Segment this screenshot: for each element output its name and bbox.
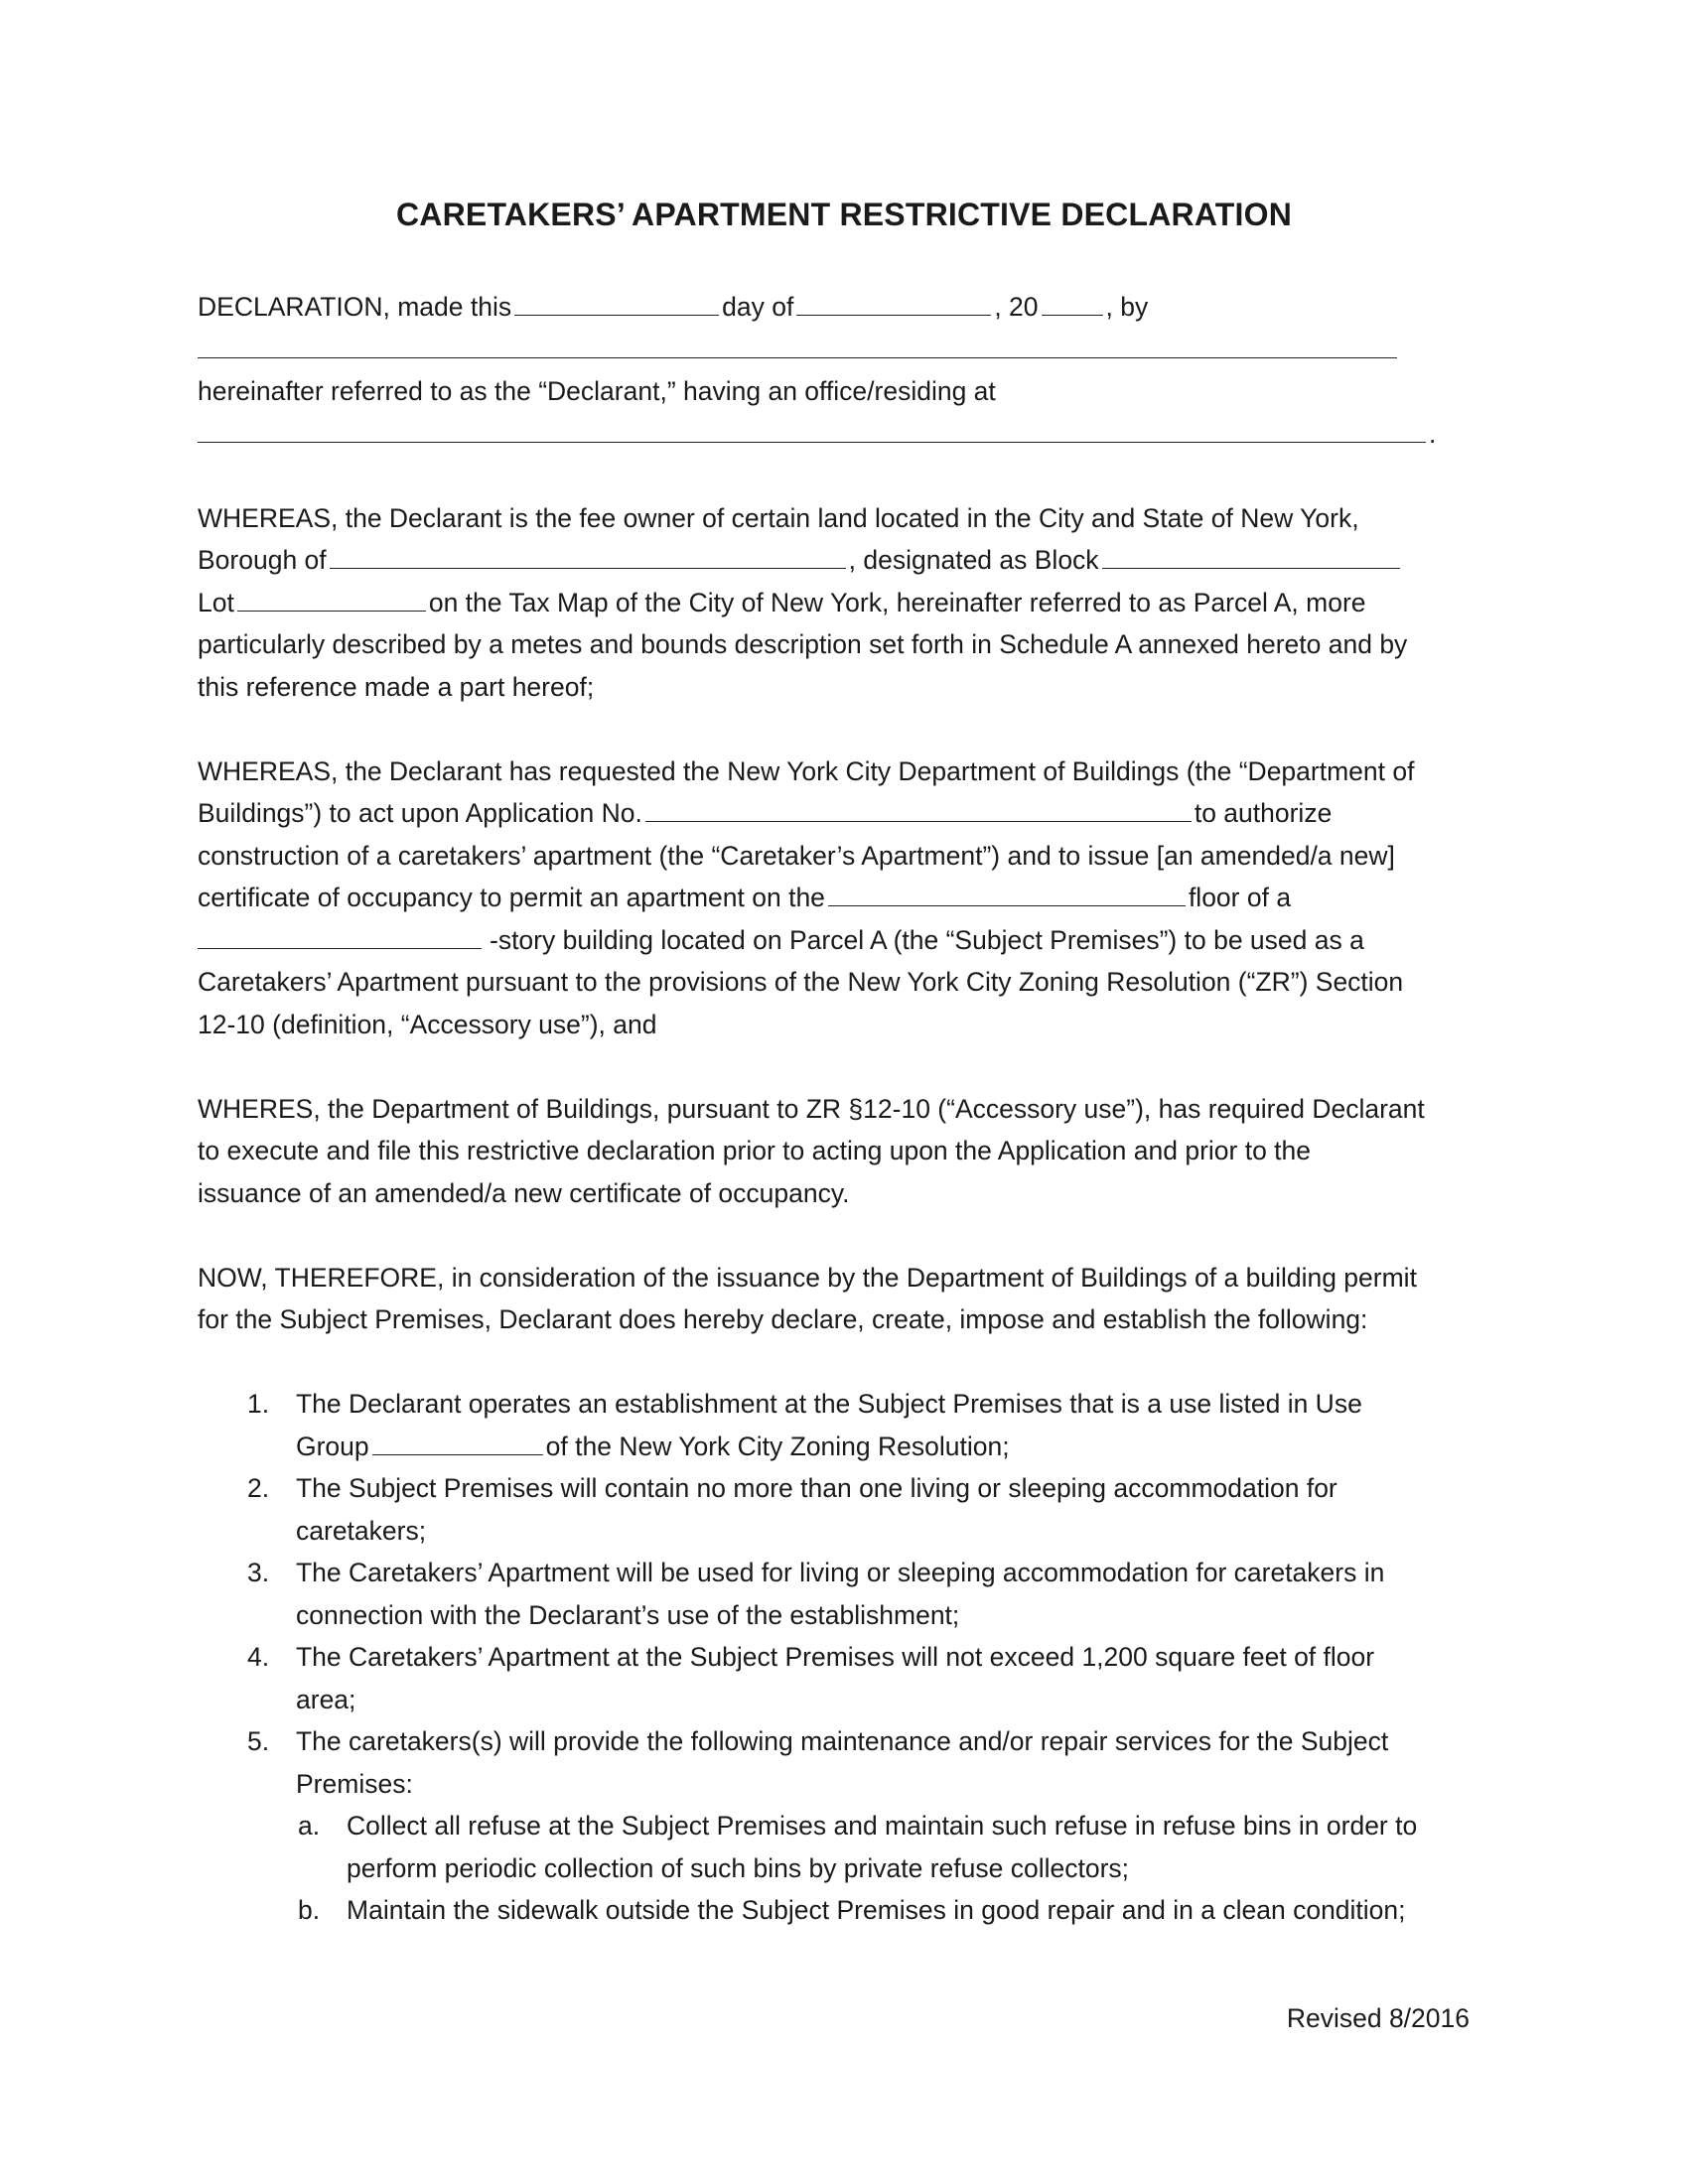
document-title: CARETAKERS’ APARTMENT RESTRICTIVE DECLARATION xyxy=(395,197,1293,232)
whereas1-line-5: this reference made a part hereof; xyxy=(198,671,595,702)
whereas2-line-4: certificate of occupancy to permit an apartment on the floor of a xyxy=(198,877,1488,919)
whereas3-line-3: issuance of an amended/a new certificate of occupancy. xyxy=(198,1177,850,1208)
year-blank[interactable] xyxy=(1042,287,1103,316)
list-item: 4. The Caretakers’ Apartment at the Subject Premises will not exceed 1,200 square feet of floor area; xyxy=(247,1642,1375,1714)
covenants-list xyxy=(198,1383,1488,1932)
sub-list-item: a. Collect all refuse at the Subject Premises and maintain such refuse in refuse bins in order to perform periodic collection of such bins by private refuse collectors; xyxy=(298,1811,1418,1883)
revision-footer: Revised 8/2016 xyxy=(1286,2003,1470,2033)
opening-line-1: DECLARATION, made this day of , 20 , by xyxy=(198,286,1488,329)
whereas1-line-4: particularly described by a metes and bounds description set forth in Schedule A annexed hereto and by xyxy=(198,629,1408,659)
whereas1-line-3: Lot on the Tax Map of the City of New York, hereinafter referred to as Parcel A, more xyxy=(198,582,1488,624)
list-item: 2. The Subject Premises will contain no more than one living or sleeping accommodation for caretakers; xyxy=(247,1473,1337,1546)
whereas3-line-1: WHERES, the Department of Buildings, pursuant to ZR §12-10 (“Accessory use”), has required Declarant xyxy=(198,1093,1425,1124)
block-blank[interactable] xyxy=(1102,540,1400,569)
day-blank[interactable] xyxy=(514,287,719,316)
sub-list-item: b. Maintain the sidewalk outside the Subject Premises in good repair and in a clean condition; xyxy=(298,1895,1406,1925)
declarant-name-blank[interactable] xyxy=(198,330,1397,358)
lot-blank[interactable] xyxy=(237,583,426,612)
whereas1-line-2: Borough of , designated as Block xyxy=(198,539,1488,582)
stories-blank[interactable] xyxy=(198,920,482,949)
month-blank[interactable] xyxy=(796,287,991,316)
whereas2-line-5: -story building located on Parcel A (the “Subject Premises”) to be used as a xyxy=(198,919,1488,962)
borough-blank[interactable] xyxy=(330,540,846,569)
now-therefore-line-2: for the Subject Premises, Declarant does hereby declare, create, impose and establish the following: xyxy=(198,1304,1368,1334)
whereas2-line-7: 12-10 (definition, “Accessory use”), and xyxy=(198,1009,657,1039)
opening-line-3: hereinafter referred to as the “Declarant,” having an office/residing at xyxy=(198,376,996,406)
address-blank[interactable] xyxy=(198,414,1426,443)
whereas2-line-6: Caretakers’ Apartment pursuant to the provisions of the New York City Zoning Resolution (“ZR”) Section xyxy=(198,967,1404,997)
whereas2-line-3: construction of a caretakers’ apartment (the “Caretaker’s Apartment”) and to issue [an amended/a new] xyxy=(198,840,1395,871)
now-therefore-line-1: NOW, THEREFORE, in consideration of the issuance by the Department of Buildings of a building permit xyxy=(198,1262,1417,1293)
whereas2-line-1: WHEREAS, the Declarant has requested the New York City Department of Buildings (the “Department of xyxy=(198,755,1415,786)
whereas2-line-2: Buildings”) to act upon Application No. to authorize xyxy=(198,792,1488,835)
opening-line-4: . xyxy=(198,413,1488,456)
list-item: 5. The caretakers(s) will provide the following maintenance and/or repair services for the Subject Premises: xyxy=(247,1726,1389,1799)
application-number-blank[interactable] xyxy=(645,793,1192,822)
document-body xyxy=(198,286,1488,1932)
whereas3-line-2: to execute and file this restrictive declaration prior to acting upon the Application and prior to the xyxy=(198,1136,1312,1165)
floor-blank[interactable] xyxy=(828,878,1186,906)
whereas1-line-1: WHEREAS, the Declarant is the fee owner of certain land located in the City and State of New York, xyxy=(198,502,1359,533)
opening-line-2 xyxy=(198,329,1488,371)
list-item: 3. The Caretakers’ Apartment will be used for living or sleeping accommodation for caretakers in connection with the Declarant’s use of the establishment; xyxy=(247,1558,1385,1630)
use-group-blank[interactable] xyxy=(372,1427,543,1455)
list-item: 1. The Declarant operates an establishment at the Subject Premises that is a use listed in Use Group of the New York City Zoning Resolution; xyxy=(247,1389,1362,1461)
